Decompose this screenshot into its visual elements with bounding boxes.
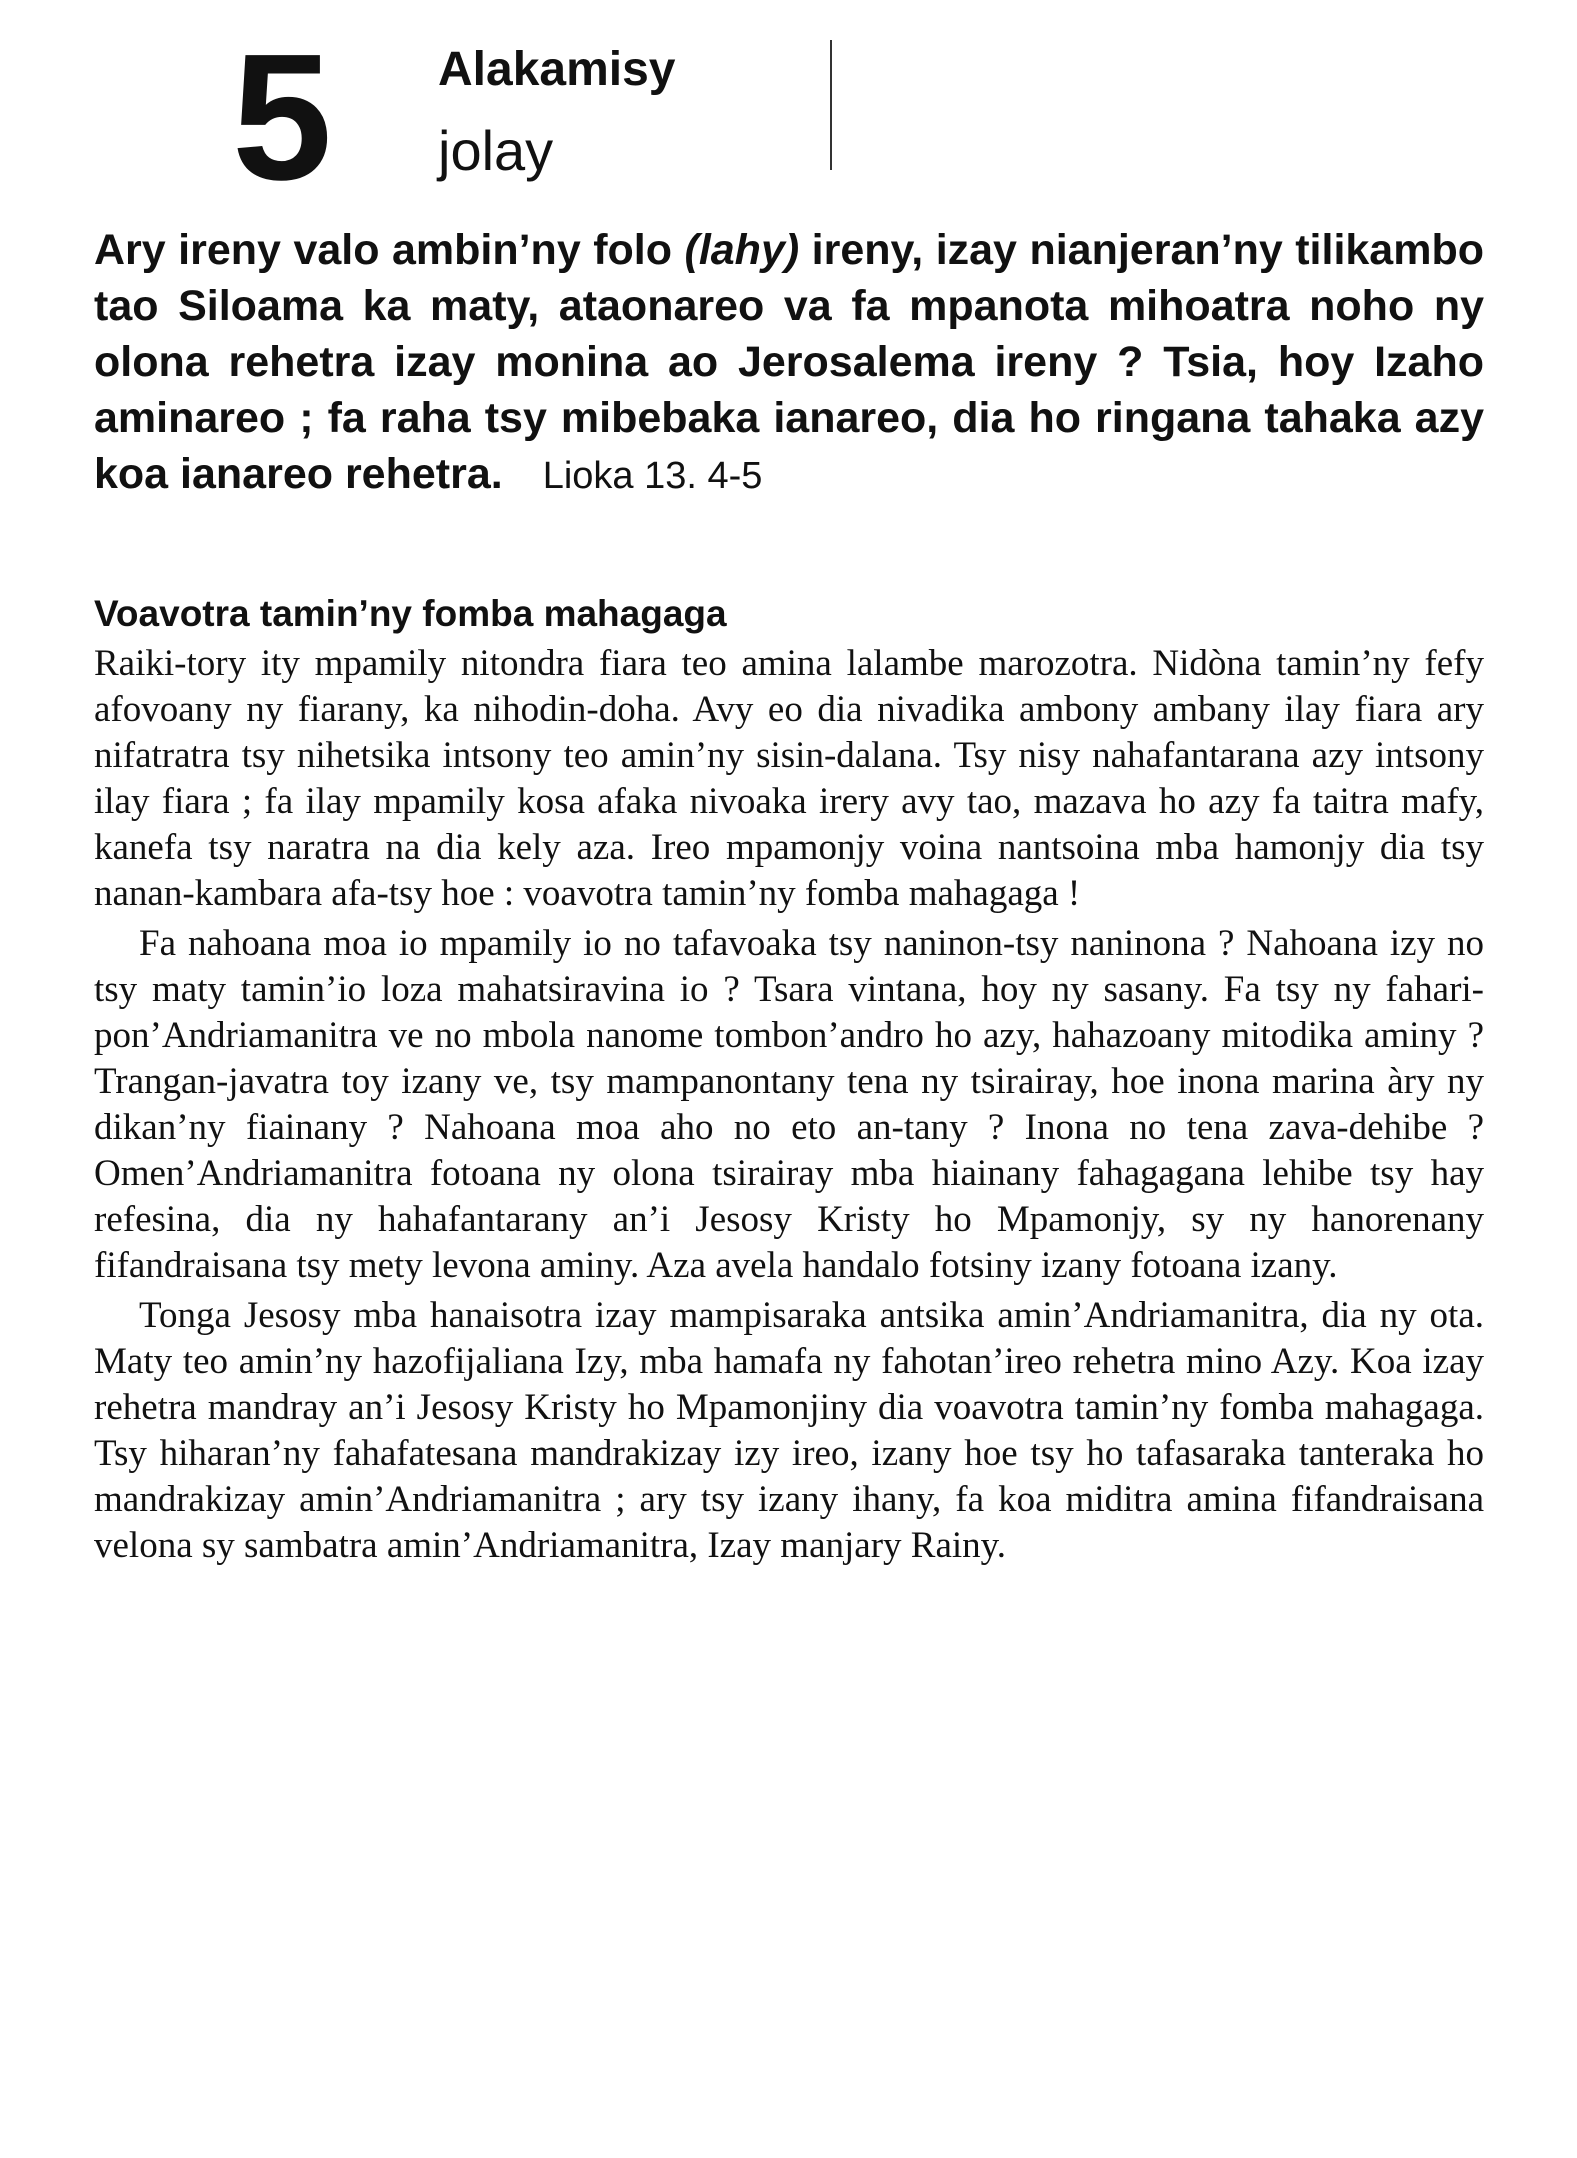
verse-reference: Lioka 13. 4-5 <box>542 455 763 497</box>
section-title: Voavotra tamin’ny fomba mahagaga <box>94 593 727 634</box>
day-name: Alakamisy <box>438 43 676 96</box>
day-time: jolay <box>438 119 554 182</box>
verse-italic-word: (lahy) <box>684 226 800 274</box>
day-number: 5 <box>232 17 329 218</box>
paragraph: Raiki-tory ity mpamily nitondra fiara teo amina lalambe marozotra. Nidòna tamin’ny fefy afovoany ny fiarany, ka nihodin-doha. Avy eo dia nivadika ambony ambany ilay fiara ary nifatratra tsy nihetsika intsony teo amin’ny sisin-dalana. Tsy nisy nahafantarana azy intsony ilay fiara ; fa ilay mpamily kosa afaka nivoaka irery avy tao, mazava ho azy fa taitra mafy, kanefa tsy naratra na dia kely aza. Ireo mpamonjy voina nantsoina mba hamonjy dia tsy nanan-kambara afa-tsy hoe : voavotra tamin’ny fomba mahagaga ! <box>94 643 1484 914</box>
devotional-body <box>94 641 1484 1569</box>
header-divider <box>830 40 832 170</box>
bible-verse <box>94 222 1484 504</box>
paragraph: Fa nahoana moa io mpamily io no tafavoaka tsy naninon-tsy naninona ? Nahoana izy no tsy maty tamin’io loza mahatsiravina io ? Tsara vintana, hoy ny sasany. Fa tsy ny fahari-pon’Andriamanitra ve no mbola nanome tombon’andro ho azy, hahazoany mitodika aminy ? Trangan-javatra toy izany ve, tsy mampanontany tena ny tsirairay, hoe inona marina àry ny dikan’ny fiainany ? Nahoana moa aho no eto an-tany ? Inona no tena zava-dehibe ? Omen’Andriamanitra fotoana ny olona tsirairay mba hiainany fahagagana lehibe tsy hay refesina, dia ny hahafantarany an’i Jesosy Kristy ho Mpamonjy, sy ny hanorenany fifandraisana tsy mety levona aminy. Aza avela handalo fotsiny izany fotoana izany. <box>94 923 1484 1286</box>
verse-text-start: Ary ireny valo ambin’ny folo <box>94 226 685 274</box>
paragraph: Tonga Jesosy mba hanaisotra izay mampisaraka antsika amin’Andriamanitra, dia ny ota. Maty teo amin’ny hazofijaliana Izy, mba hamafa ny fahotan’ireo rehetra mino Azy. Koa izay rehetra mandray an’i Jesosy Kristy ho Mpamonjiny dia voavotra tamin’ny fomba mahagaga. Tsy hiharan’ny fahafatesana mandrakizay izy ireo, izany hoe tsy ho tafasaraka tanteraka ho mandrakizay amin’Andriamanitra ; ary tsy izany ihany, fa koa miditra amina fifandraisana velona sy sambatra amin’Andriamanitra, Izay manjary Rainy. <box>94 1295 1484 1566</box>
verse-text-end: ireny, izay nianjeran’ny tilikambo tao Siloama ka maty, ataonareo va fa mpanota mihoatra noho ny olona rehetra izay monina ao Jerosalema ireny ? Tsia, hoy Izaho aminareo ; fa raha tsy mibebaka ianareo, dia ho ringana tahaka azy koa ianareo rehetra. <box>94 226 1484 498</box>
